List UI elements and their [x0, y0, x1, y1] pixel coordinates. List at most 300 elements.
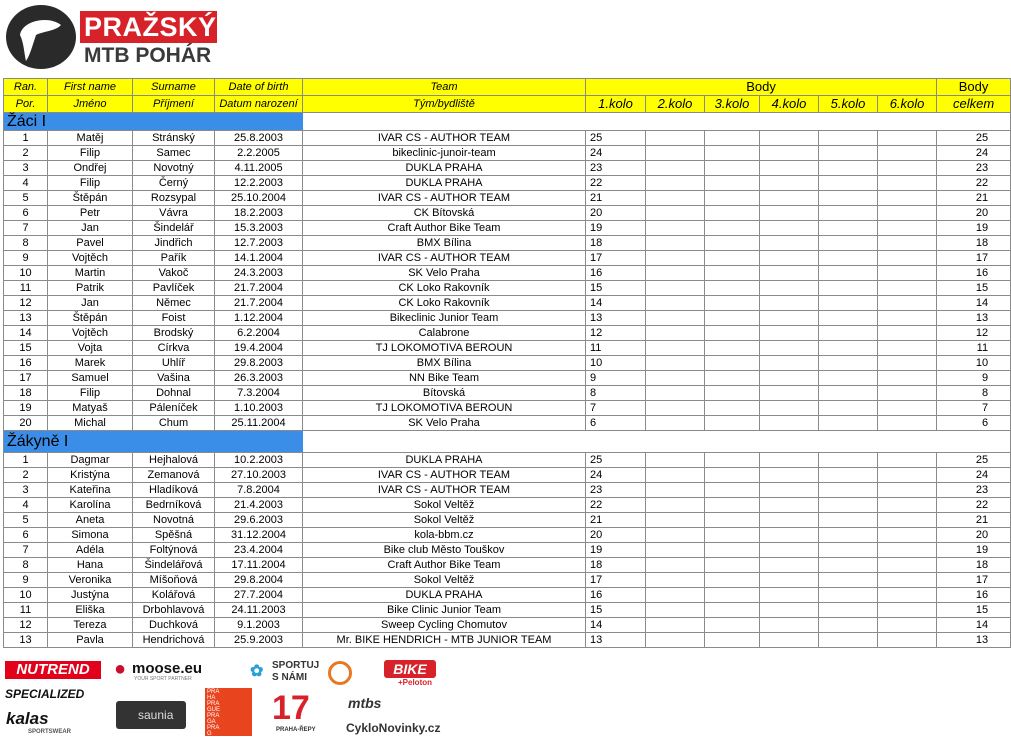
table-row [4, 326, 1011, 341]
round-6-points-cell [878, 371, 937, 386]
total-points-cell: 13 [937, 633, 1011, 648]
col-total-cz: celkem [937, 96, 1011, 113]
rank-cell: 7 [4, 543, 48, 558]
col-team-cz: Tým/bydliště [303, 96, 586, 113]
round-6-points-cell [878, 483, 937, 498]
birth-date-cell: 27.10.2003 [215, 468, 303, 483]
round-4-points-cell [760, 326, 819, 341]
round-2-points-cell [646, 146, 705, 161]
birth-date-cell: 26.3.2003 [215, 371, 303, 386]
round-5-points-cell [819, 588, 878, 603]
round-6-points-cell [878, 401, 937, 416]
round-5-points-cell [819, 453, 878, 468]
moose-logo [114, 659, 218, 681]
team-cell: DUKLA PRAHA [303, 161, 586, 176]
round-6-points-cell [878, 236, 937, 251]
praha-logo-line: PRA [207, 713, 220, 719]
surname-cell: Vašina [133, 371, 215, 386]
mtbs-logo: mtbs [348, 695, 382, 711]
total-points-cell: 20 [937, 206, 1011, 221]
surname-cell: Zemanová [133, 468, 215, 483]
surname-cell: Foltýnová [133, 543, 215, 558]
total-points-cell: 7 [937, 401, 1011, 416]
round-1-points-cell: 15 [586, 603, 646, 618]
birth-date-cell: 23.4.2004 [215, 543, 303, 558]
rank-cell: 5 [4, 191, 48, 206]
rank-cell: 3 [4, 161, 48, 176]
birth-date-cell: 12.2.2003 [215, 176, 303, 191]
round-3-points-cell [705, 401, 760, 416]
round-6-points-cell [878, 146, 937, 161]
round-5-points-cell [819, 558, 878, 573]
round-6-points-cell [878, 356, 937, 371]
round-3-points-cell [705, 161, 760, 176]
round-1-points-cell: 10 [586, 356, 646, 371]
table-row [4, 341, 1011, 356]
total-points-cell: 12 [937, 326, 1011, 341]
circle-logo-icon [328, 661, 352, 685]
round-1-points-cell: 13 [586, 633, 646, 648]
first-name-cell: Martin [48, 266, 133, 281]
praha17-logo [272, 691, 326, 735]
round-6-points-cell [878, 206, 937, 221]
round-3-points-cell [705, 416, 760, 431]
table-row [4, 603, 1011, 618]
team-cell: SK Velo Praha [303, 266, 586, 281]
section-title: Žáci I [4, 113, 303, 131]
surname-cell: Vávra [133, 206, 215, 221]
total-points-cell: 25 [937, 131, 1011, 146]
round-6-points-cell [878, 266, 937, 281]
surname-cell: Rozsypal [133, 191, 215, 206]
table-row [4, 191, 1011, 206]
surname-cell: Duchková [133, 618, 215, 633]
round-4-points-cell [760, 266, 819, 281]
team-cell: TJ LOKOMOTIVA BEROUN [303, 341, 586, 356]
col-first-cz: Jméno [48, 96, 133, 113]
round-3-points-cell [705, 266, 760, 281]
first-name-cell: Pavel [48, 236, 133, 251]
table-row [4, 416, 1011, 431]
surname-cell: Vakoč [133, 266, 215, 281]
round-1-points-cell: 22 [586, 498, 646, 513]
round-6-points-cell [878, 311, 937, 326]
round-4-points-cell [760, 588, 819, 603]
round-3-points-cell [705, 341, 760, 356]
round-3-points-cell [705, 176, 760, 191]
mtb-logo [6, 5, 76, 69]
moose-icon: ● [114, 658, 127, 680]
praha-logo [205, 688, 252, 736]
surname-cell: Němec [133, 296, 215, 311]
round-5-points-cell [819, 543, 878, 558]
table-row [4, 281, 1011, 296]
round-6-points-cell [878, 513, 937, 528]
rank-cell: 17 [4, 371, 48, 386]
rank-cell: 12 [4, 618, 48, 633]
round-4-points-cell [760, 281, 819, 296]
surname-cell: Dohnal [133, 386, 215, 401]
header [0, 0, 960, 76]
round-1-points-cell: 23 [586, 161, 646, 176]
round-6-points-cell [878, 191, 937, 206]
team-cell: Bítovská [303, 386, 586, 401]
team-cell: SK Velo Praha [303, 416, 586, 431]
team-cell: Sokol Veltěž [303, 498, 586, 513]
first-name-cell: Patrik [48, 281, 133, 296]
round-4-points-cell [760, 468, 819, 483]
round-6-points-cell [878, 221, 937, 236]
nutrend-logo: NUTREND [5, 661, 101, 679]
bike-peloton-logo [384, 660, 436, 686]
round-2-points-cell [646, 221, 705, 236]
birth-date-cell: 27.7.2004 [215, 588, 303, 603]
round-3-points-cell [705, 146, 760, 161]
round-6-points-cell [878, 341, 937, 356]
birth-date-cell: 1.10.2003 [215, 401, 303, 416]
round-3-points-cell [705, 513, 760, 528]
rank-cell: 2 [4, 146, 48, 161]
table-row [4, 161, 1011, 176]
first-name-cell: Matěj [48, 131, 133, 146]
team-cell: IVAR CS - AUTHOR TEAM [303, 251, 586, 266]
birth-date-cell: 18.2.2003 [215, 206, 303, 221]
col-first-en: First name [48, 79, 133, 96]
round-6-points-cell [878, 161, 937, 176]
rank-cell: 11 [4, 603, 48, 618]
team-cell: Bikeclinic Junior Team [303, 311, 586, 326]
birth-date-cell: 17.11.2004 [215, 558, 303, 573]
table-row [4, 468, 1011, 483]
team-cell: BMX Bílina [303, 356, 586, 371]
rank-cell: 20 [4, 416, 48, 431]
total-points-cell: 24 [937, 146, 1011, 161]
rank-cell: 15 [4, 341, 48, 356]
round-2-points-cell [646, 356, 705, 371]
round-6-points-cell [878, 618, 937, 633]
birth-date-cell: 19.4.2004 [215, 341, 303, 356]
round-2-points-cell [646, 588, 705, 603]
round-5-points-cell [819, 296, 878, 311]
round-2-points-cell [646, 453, 705, 468]
total-points-cell: 14 [937, 618, 1011, 633]
section-header [4, 431, 1011, 453]
table-row [4, 236, 1011, 251]
team-cell: Craft Author Bike Team [303, 221, 586, 236]
team-cell: DUKLA PRAHA [303, 588, 586, 603]
surname-cell: Hejhalová [133, 453, 215, 468]
round-4-points-cell [760, 513, 819, 528]
total-points-cell: 18 [937, 558, 1011, 573]
round-6-points-cell [878, 633, 937, 648]
round-6-points-cell [878, 296, 937, 311]
surname-cell: Hendrichová [133, 633, 215, 648]
table-row [4, 296, 1011, 311]
surname-cell: Kolářová [133, 588, 215, 603]
round-3-points-cell [705, 618, 760, 633]
table-row [4, 513, 1011, 528]
first-name-cell: Eliška [48, 603, 133, 618]
birth-date-cell: 7.3.2004 [215, 386, 303, 401]
team-cell: BMX Bílina [303, 236, 586, 251]
round-5-points-cell [819, 341, 878, 356]
first-name-cell: Kristýna [48, 468, 133, 483]
round-1-points-cell: 7 [586, 401, 646, 416]
first-name-cell: Hana [48, 558, 133, 573]
col-round-4: 4.kolo [760, 96, 819, 113]
team-cell: TJ LOKOMOTIVA BEROUN [303, 401, 586, 416]
first-name-cell: Jan [48, 221, 133, 236]
cyklonovinky-logo: CykloNovinky.cz [346, 721, 441, 735]
sponsor-strip [0, 659, 960, 739]
round-6-points-cell [878, 281, 937, 296]
round-1-points-cell: 9 [586, 371, 646, 386]
rank-cell: 6 [4, 528, 48, 543]
total-points-cell: 24 [937, 468, 1011, 483]
table-row [4, 221, 1011, 236]
round-5-points-cell [819, 633, 878, 648]
round-2-points-cell [646, 483, 705, 498]
table-row [4, 251, 1011, 266]
round-5-points-cell [819, 281, 878, 296]
round-3-points-cell [705, 131, 760, 146]
round-4-points-cell [760, 401, 819, 416]
section-spacer [303, 431, 1011, 453]
team-cell: Sokol Veltěž [303, 573, 586, 588]
round-3-points-cell [705, 296, 760, 311]
team-cell: IVAR CS - AUTHOR TEAM [303, 483, 586, 498]
table-row [4, 356, 1011, 371]
total-points-cell: 25 [937, 453, 1011, 468]
surname-cell: Pařík [133, 251, 215, 266]
rank-cell: 12 [4, 296, 48, 311]
round-5-points-cell [819, 371, 878, 386]
surname-cell: Brodský [133, 326, 215, 341]
round-1-points-cell: 14 [586, 296, 646, 311]
round-2-points-cell [646, 251, 705, 266]
first-name-cell: Petr [48, 206, 133, 221]
praha-logo-line: PRA [207, 689, 220, 695]
round-1-points-cell: 21 [586, 513, 646, 528]
first-name-cell: Samuel [48, 371, 133, 386]
total-points-cell: 23 [937, 483, 1011, 498]
round-1-points-cell: 17 [586, 573, 646, 588]
birth-date-cell: 12.7.2003 [215, 236, 303, 251]
rank-cell: 7 [4, 221, 48, 236]
round-4-points-cell [760, 453, 819, 468]
surname-cell: Chum [133, 416, 215, 431]
birth-date-cell: 10.2.2003 [215, 453, 303, 468]
birth-date-cell: 29.8.2003 [215, 356, 303, 371]
round-2-points-cell [646, 266, 705, 281]
round-1-points-cell: 6 [586, 416, 646, 431]
surname-cell: Stránský [133, 131, 215, 146]
round-1-points-cell: 18 [586, 558, 646, 573]
round-2-points-cell [646, 131, 705, 146]
header-row-cz [4, 96, 1011, 113]
round-2-points-cell [646, 161, 705, 176]
header-row-en [4, 79, 1011, 96]
round-6-points-cell [878, 326, 937, 341]
birth-date-cell: 21.4.2003 [215, 498, 303, 513]
surname-cell: Černý [133, 176, 215, 191]
rank-cell: 11 [4, 281, 48, 296]
moose-tagline: YOUR SPORT PARTNER [134, 676, 192, 682]
round-5-points-cell [819, 573, 878, 588]
team-cell: Sokol Veltěž [303, 513, 586, 528]
first-name-cell: Pavla [48, 633, 133, 648]
round-3-points-cell [705, 453, 760, 468]
total-points-cell: 6 [937, 416, 1011, 431]
round-1-points-cell: 16 [586, 588, 646, 603]
team-cell: bikeclinic-junoir-team [303, 146, 586, 161]
round-3-points-cell [705, 251, 760, 266]
round-6-points-cell [878, 573, 937, 588]
round-2-points-cell [646, 416, 705, 431]
kalas-tagline: SPORTSWEAR [28, 729, 72, 735]
specialized-logo: SPECIALIZED [5, 687, 85, 701]
rank-cell: 18 [4, 386, 48, 401]
surname-cell: Jindřich [133, 236, 215, 251]
round-4-points-cell [760, 618, 819, 633]
birth-date-cell: 25.10.2004 [215, 191, 303, 206]
team-cell: Mr. BIKE HENDRICH - MTB JUNIOR TEAM [303, 633, 586, 648]
praha-logo-line: PRA [207, 725, 220, 731]
birth-date-cell: 9.1.2003 [215, 618, 303, 633]
col-team-en: Team [303, 79, 586, 96]
col-surname-cz: Příjmení [133, 96, 215, 113]
round-2-points-cell [646, 176, 705, 191]
sportuj-logo [250, 659, 322, 687]
team-cell: CK Loko Rakovník [303, 281, 586, 296]
birth-date-cell: 25.8.2003 [215, 131, 303, 146]
round-5-points-cell [819, 386, 878, 401]
rank-cell: 6 [4, 206, 48, 221]
col-round-5: 5.kolo [819, 96, 878, 113]
total-points-cell: 18 [937, 236, 1011, 251]
round-2-points-cell [646, 543, 705, 558]
first-name-cell: Štěpán [48, 191, 133, 206]
birth-date-cell: 21.7.2004 [215, 281, 303, 296]
total-points-cell: 23 [937, 161, 1011, 176]
col-dob-en: Date of birth [215, 79, 303, 96]
total-points-cell: 15 [937, 603, 1011, 618]
round-2-points-cell [646, 311, 705, 326]
round-4-points-cell [760, 236, 819, 251]
praha17-number: 17 [272, 689, 310, 727]
round-5-points-cell [819, 401, 878, 416]
surname-cell: Hladíková [133, 483, 215, 498]
round-3-points-cell [705, 281, 760, 296]
total-points-cell: 8 [937, 386, 1011, 401]
birth-date-cell: 14.1.2004 [215, 251, 303, 266]
round-3-points-cell [705, 236, 760, 251]
praha-logo-line: G [207, 731, 212, 737]
round-2-points-cell [646, 191, 705, 206]
surname-cell: Šindelářová [133, 558, 215, 573]
first-name-cell: Kateřina [48, 483, 133, 498]
birth-date-cell: 25.9.2003 [215, 633, 303, 648]
saunia-text: saunia [138, 708, 174, 722]
round-4-points-cell [760, 558, 819, 573]
team-cell: CK Loko Rakovník [303, 296, 586, 311]
rank-cell: 14 [4, 326, 48, 341]
table-row [4, 618, 1011, 633]
total-points-cell: 9 [937, 371, 1011, 386]
rank-cell: 3 [4, 483, 48, 498]
team-cell: Sweep Cycling Chomutov [303, 618, 586, 633]
team-cell: DUKLA PRAHA [303, 176, 586, 191]
birth-date-cell: 25.11.2004 [215, 416, 303, 431]
round-2-points-cell [646, 281, 705, 296]
round-2-points-cell [646, 326, 705, 341]
table-row [4, 311, 1011, 326]
round-4-points-cell [760, 483, 819, 498]
birth-date-cell: 24.3.2003 [215, 266, 303, 281]
first-name-cell: Vojtěch [48, 326, 133, 341]
total-points-cell: 19 [937, 221, 1011, 236]
team-cell: Calabrone [303, 326, 586, 341]
sportuj-text-1: SPORTUJ [272, 660, 320, 671]
round-1-points-cell: 20 [586, 528, 646, 543]
section-header [4, 113, 1011, 131]
rank-cell: 10 [4, 266, 48, 281]
round-3-points-cell [705, 371, 760, 386]
round-4-points-cell [760, 603, 819, 618]
round-2-points-cell [646, 558, 705, 573]
round-4-points-cell [760, 341, 819, 356]
round-1-points-cell: 22 [586, 176, 646, 191]
praha-logo-line: PRA [207, 701, 220, 707]
rank-cell: 4 [4, 498, 48, 513]
round-1-points-cell: 25 [586, 453, 646, 468]
brand-subtitle: MTB POHÁR [84, 44, 212, 67]
table-row [4, 633, 1011, 648]
total-points-cell: 17 [937, 573, 1011, 588]
total-points-cell: 14 [937, 296, 1011, 311]
table-row [4, 453, 1011, 468]
birth-date-cell: 2.2.2005 [215, 146, 303, 161]
total-points-cell: 19 [937, 543, 1011, 558]
rank-cell: 13 [4, 633, 48, 648]
surname-cell: Církva [133, 341, 215, 356]
table-row [4, 543, 1011, 558]
saunia-logo [116, 701, 186, 729]
round-5-points-cell [819, 416, 878, 431]
rank-cell: 5 [4, 513, 48, 528]
round-5-points-cell [819, 131, 878, 146]
col-dob-cz: Datum narození [215, 96, 303, 113]
first-name-cell: Simona [48, 528, 133, 543]
praha-logo-line: GA [207, 719, 216, 725]
round-2-points-cell [646, 498, 705, 513]
rank-cell: 8 [4, 558, 48, 573]
kalas-logo [6, 709, 76, 737]
round-5-points-cell [819, 176, 878, 191]
round-5-points-cell [819, 311, 878, 326]
round-2-points-cell [646, 386, 705, 401]
birth-date-cell: 1.12.2004 [215, 311, 303, 326]
bike-text: BIKE [384, 660, 436, 678]
table-row [4, 483, 1011, 498]
round-2-points-cell [646, 401, 705, 416]
round-2-points-cell [646, 468, 705, 483]
total-points-cell: 16 [937, 588, 1011, 603]
round-6-points-cell [878, 131, 937, 146]
round-3-points-cell [705, 603, 760, 618]
round-6-points-cell [878, 416, 937, 431]
round-1-points-cell: 11 [586, 341, 646, 356]
